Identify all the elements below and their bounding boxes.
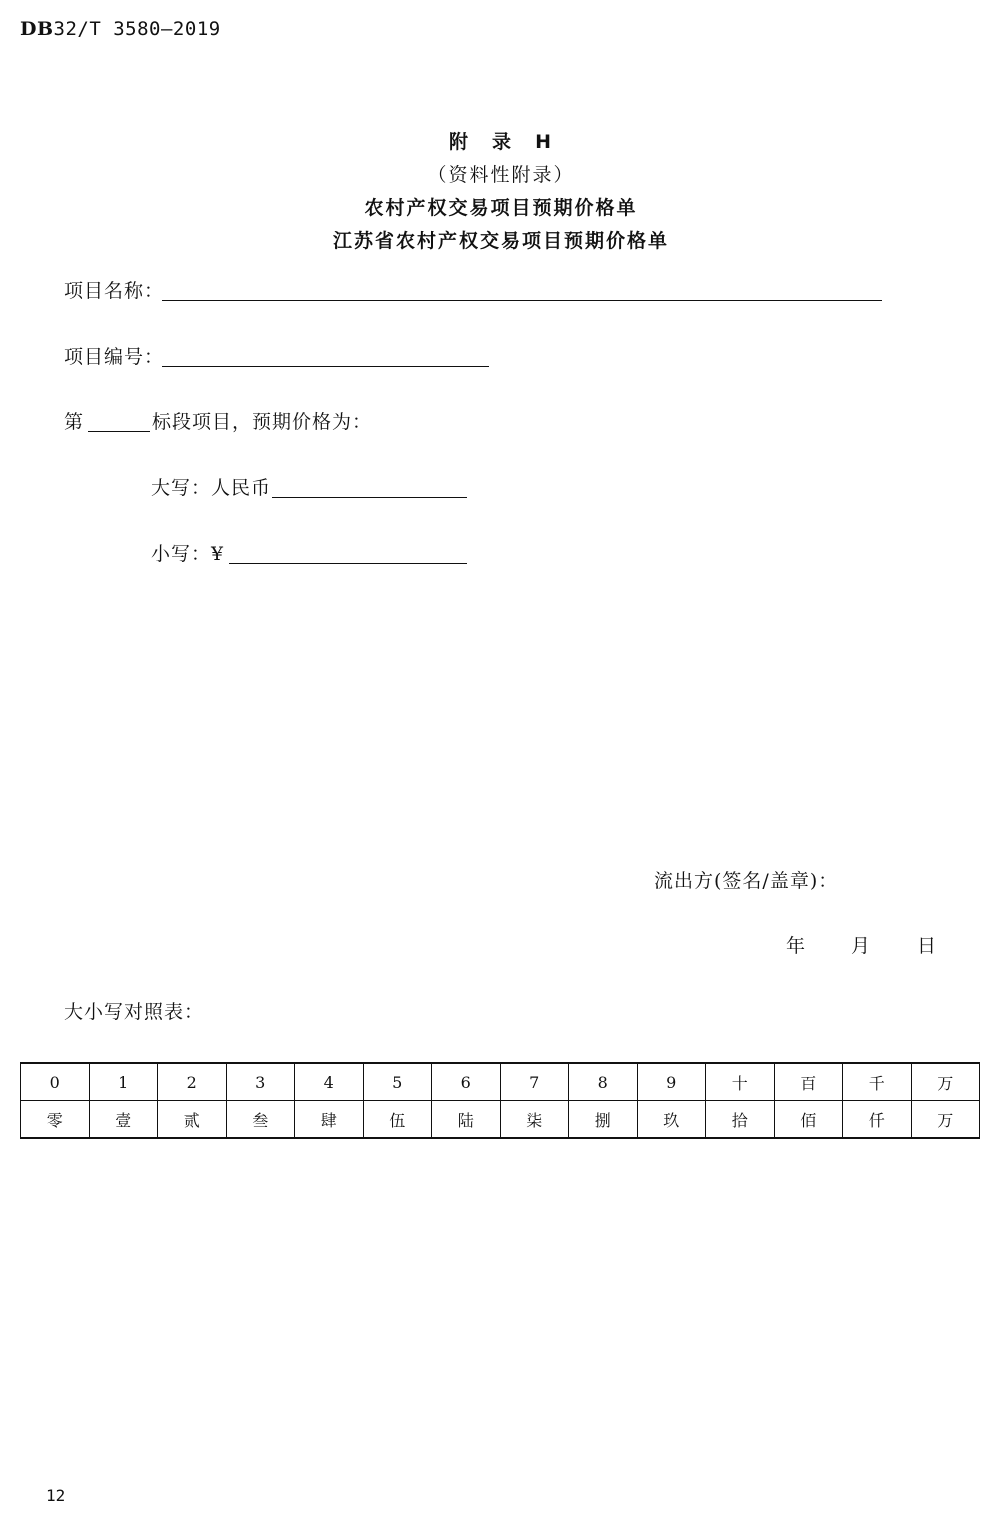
table-cell: 柒 (500, 1101, 569, 1139)
table-cell: 1 (89, 1063, 158, 1101)
uppercase-amount-field[interactable] (272, 497, 467, 498)
standard-prefix: DB (20, 18, 54, 40)
comparison-table (20, 1062, 980, 1139)
table-cell: 陆 (432, 1101, 501, 1139)
table-cell: 肆 (295, 1101, 364, 1139)
table-cell: 万 (911, 1101, 980, 1139)
table-cell: 9 (637, 1063, 706, 1101)
table-cell: 千 (843, 1063, 912, 1101)
appendix-char-2: 录 (492, 131, 514, 153)
table-cell: 6 (432, 1063, 501, 1101)
appendix-char-1: 附 (449, 131, 471, 153)
signer-label: 流出方(签名/盖章)： (654, 870, 839, 892)
document-title: 农村产权交易项目预期价格单 (364, 197, 638, 219)
appendix-letter: H (535, 131, 553, 153)
uppercase-amount-label: 大写：人民币 (151, 477, 272, 499)
table-cell: 万 (911, 1063, 980, 1101)
appendix-note: （资料性附录） (427, 164, 575, 186)
table-cell: 百 (774, 1063, 843, 1101)
table-cell: 仟 (843, 1101, 912, 1139)
table-row (21, 1101, 980, 1139)
table-cell: 0 (21, 1063, 90, 1101)
table-cell: 贰 (158, 1101, 227, 1139)
project-number-field[interactable] (162, 366, 489, 367)
standard-number: 32/T 3580—2019 (53, 18, 221, 40)
table-cell: 2 (158, 1063, 227, 1101)
page-number: 12 (46, 1486, 66, 1505)
date-month: 月 (851, 935, 872, 957)
project-number-label: 项目编号： (64, 346, 165, 368)
standard-code (20, 18, 221, 40)
table-cell: 佰 (774, 1101, 843, 1139)
table-cell: 5 (363, 1063, 432, 1101)
section-suffix: 标段项目，预期价格为： (152, 411, 373, 433)
table-cell: 捌 (569, 1101, 638, 1139)
table-cell: 零 (21, 1101, 90, 1139)
table-cell: 7 (500, 1063, 569, 1101)
comparison-table-caption: 大小写对照表： (64, 1001, 205, 1023)
table-row (21, 1063, 980, 1101)
date-day: 日 (917, 935, 938, 957)
table-cell: 十 (706, 1063, 775, 1101)
lowercase-amount-field[interactable] (229, 563, 467, 564)
project-name-label: 项目名称： (64, 280, 165, 302)
appendix-heading (0, 127, 1002, 154)
project-name-field[interactable] (162, 300, 882, 301)
table-cell: 4 (295, 1063, 364, 1101)
table-cell: 伍 (363, 1101, 432, 1139)
table-cell: 拾 (706, 1101, 775, 1139)
table-cell: 8 (569, 1063, 638, 1101)
table-cell: 玖 (637, 1101, 706, 1139)
date-year: 年 (786, 935, 807, 957)
section-number-field[interactable] (88, 431, 150, 432)
section-prefix: 第 (64, 411, 85, 433)
lowercase-amount-label: 小写：¥ (151, 543, 225, 565)
table-cell: 3 (226, 1063, 295, 1101)
table-cell: 叁 (226, 1101, 295, 1139)
table-cell: 壹 (89, 1101, 158, 1139)
document-subtitle: 江苏省农村产权交易项目预期价格单 (332, 230, 669, 252)
